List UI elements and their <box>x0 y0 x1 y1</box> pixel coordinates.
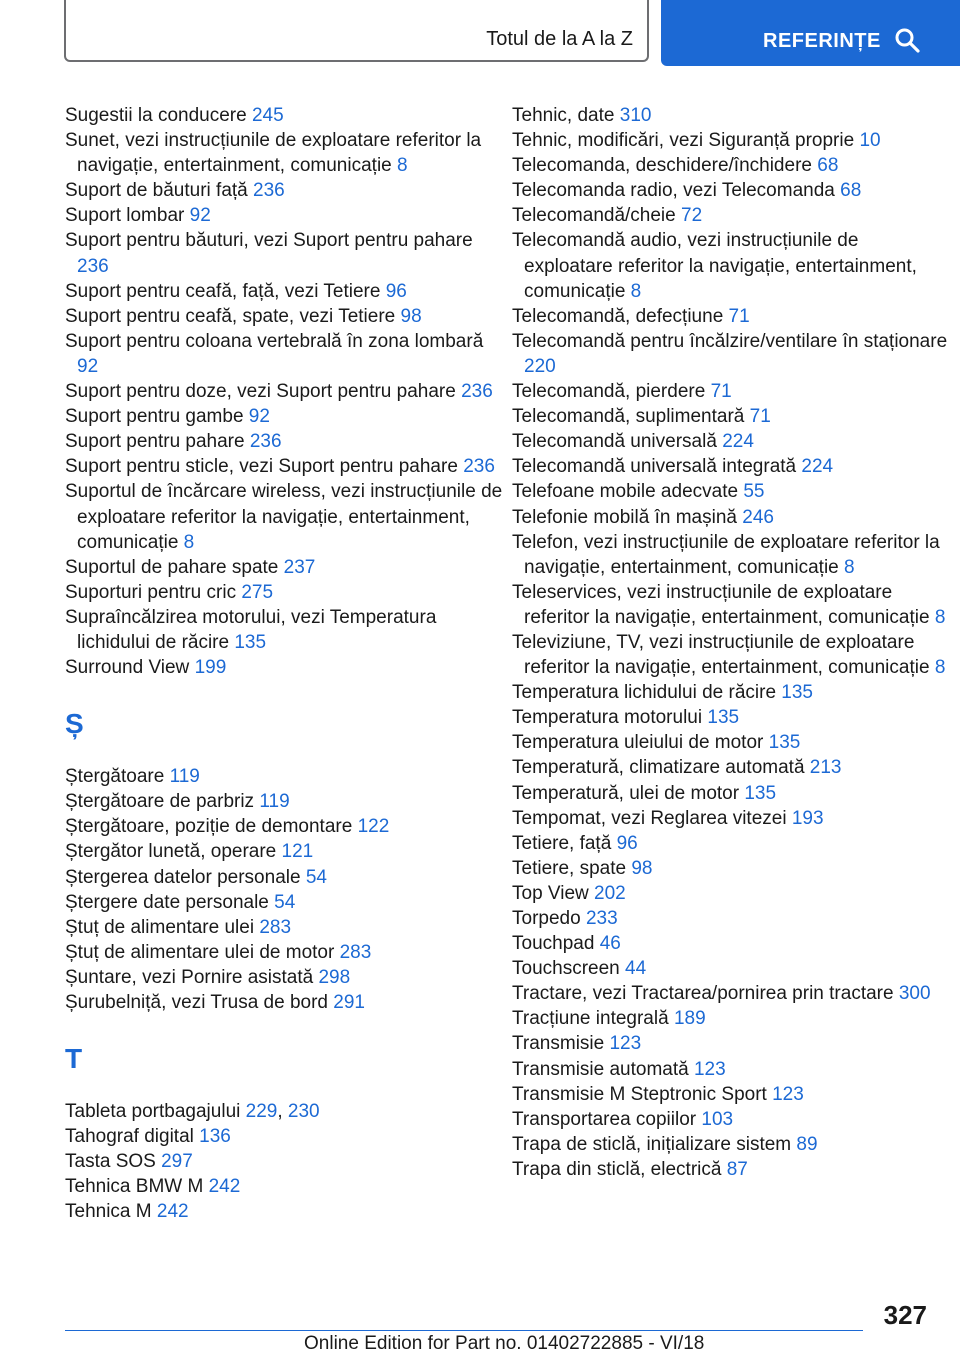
index-entry-term: Tehnic, date <box>512 105 615 126</box>
page-reference-link[interactable]: 236 <box>77 255 109 277</box>
index-entry-term: Telecomandă universală <box>512 431 717 453</box>
index-entry <box>512 530 952 580</box>
index-entry <box>512 304 952 329</box>
index-entry-term: Suport pentru ceafă, față, vezi Tetiere <box>65 280 381 302</box>
index-entry <box>512 329 952 379</box>
header-chapter-tab[interactable] <box>64 0 649 62</box>
page-reference-link[interactable]: 44 <box>625 958 647 980</box>
index-entry <box>65 605 505 655</box>
page-reference-link[interactable]: 96 <box>616 832 638 854</box>
page-reference-link[interactable]: 87 <box>726 1158 748 1180</box>
page-reference-link[interactable]: 54 <box>274 891 296 913</box>
page-reference-link[interactable]: 135 <box>707 707 740 729</box>
page-reference-link[interactable]: 121 <box>281 841 314 863</box>
index-entry-term: Sugestii la conducere <box>65 105 247 126</box>
page-reference-link[interactable]: 224 <box>801 456 834 478</box>
index-entry-term: Supraîncălzirea motorului, vezi Temperatura lichidului de răcire <box>65 606 437 653</box>
page-reference-link[interactable]: 92 <box>77 355 99 377</box>
page-reference-link[interactable]: 189 <box>673 1008 706 1030</box>
index-entry-term: Ștergător lunetă, operare <box>65 841 277 863</box>
section-title: REFERINȚE <box>763 30 881 52</box>
index-entry <box>512 881 952 906</box>
index-entry <box>65 203 505 228</box>
index-entry <box>512 1006 952 1031</box>
page-reference-link[interactable]: 10 <box>859 130 881 152</box>
page-reference-link[interactable]: 233 <box>585 908 618 929</box>
page-reference-link[interactable]: 68 <box>817 155 839 177</box>
index-entry-term: Tehnica BMW M <box>65 1176 204 1198</box>
page-reference-link[interactable]: 8 <box>844 556 855 578</box>
page-reference-link[interactable]: 283 <box>339 941 372 963</box>
page-reference-link[interactable]: 71 <box>749 406 771 428</box>
index-entry <box>65 454 505 479</box>
index-entry-term: Transportarea copiilor <box>512 1108 697 1130</box>
page-reference-link[interactable]: 213 <box>809 757 842 779</box>
index-letter-heading: T <box>65 1043 83 1075</box>
index-entry <box>65 279 505 304</box>
index-entry-term: Suport pentru coloana vertebrală în zona lombară <box>65 330 484 352</box>
page-reference-link[interactable]: 98 <box>400 305 422 327</box>
page-reference-link[interactable]: 135 <box>744 782 777 804</box>
index-entry-term: Telecomandă/cheie <box>512 205 676 227</box>
index-entry <box>65 404 505 429</box>
index-entry-term: Suport pentru ceafă, spate, vezi Tetiere <box>65 305 396 327</box>
index-entry <box>65 965 505 990</box>
index-entry <box>65 429 505 454</box>
index-entry-term: Telecomandă, pierdere <box>512 381 706 403</box>
index-entry-term: Teleservices, vezi instrucțiunile de exploatare referitor la navigație, entertainment, comunicație <box>512 581 930 628</box>
index-entry-term: Temperatură, climatizare automată <box>512 757 805 779</box>
index-entry-term: Tempomat, vezi Reglarea vitezei <box>512 807 787 829</box>
index-entry <box>512 831 952 856</box>
index-entry <box>512 755 952 780</box>
page-reference-link[interactable]: 119 <box>169 766 200 788</box>
page-reference-link[interactable]: 71 <box>710 381 732 403</box>
page-reference-link[interactable]: 135 <box>781 682 813 704</box>
page-reference-link[interactable]: 199 <box>194 657 227 679</box>
page-reference-link[interactable]: 291 <box>333 992 365 1013</box>
index-entry-term: Suport de băuturi față <box>65 180 248 202</box>
index-entry <box>512 1031 952 1056</box>
index-entry <box>512 128 952 153</box>
search-icon[interactable] <box>894 27 920 53</box>
page-reference-link[interactable]: 96 <box>385 280 407 302</box>
index-entry <box>65 228 505 278</box>
index-entry-term: Suport pentru sticle, vezi Suport pentru pahare <box>65 456 458 478</box>
index-entry-term: Telecomandă, suplimentară <box>512 406 745 428</box>
index-entry <box>65 128 505 178</box>
page-reference-link[interactable]: 92 <box>248 406 270 428</box>
index-entry-term: Telecomandă audio, vezi instrucțiunile de exploatare referitor la navigație, entertainment, comunicație <box>512 230 917 302</box>
page-reference-link[interactable]: 310 <box>619 105 652 126</box>
index-entry-term: Transmisie <box>512 1033 605 1055</box>
page-reference-link[interactable]: 229 <box>245 1101 278 1123</box>
footer-divider <box>65 1330 863 1331</box>
index-entry <box>65 655 505 680</box>
index-entry <box>512 956 952 981</box>
footer-edition: Online Edition for Part no. 01402722885 - VI/18 <box>304 1333 705 1354</box>
page-reference-link[interactable]: 237 <box>283 556 316 578</box>
index-entry <box>65 479 505 554</box>
page-reference-link[interactable]: 236 <box>461 381 493 403</box>
index-entry <box>512 680 952 705</box>
index-entry <box>65 379 505 404</box>
page-number: 327 <box>883 1300 927 1330</box>
index-entry-term: Suport pentru doze, vezi Suport pentru pahare <box>65 381 456 403</box>
index-entry-term: Temperatura lichidului de răcire <box>512 682 777 704</box>
index-entry <box>512 1057 952 1082</box>
index-entry-term: Trapa de sticlă, inițializare sistem <box>512 1133 792 1155</box>
index-entry-term: Tableta portbagajului <box>65 1101 241 1123</box>
index-entry-term: Telecomanda, deschidere/închidere <box>512 155 812 177</box>
index-entry-term: Ștergere date personale <box>65 891 269 913</box>
index-entry-term: Tetiere, spate <box>512 857 627 879</box>
page-reference-link[interactable]: 202 <box>594 882 626 904</box>
page-reference-link[interactable]: 8 <box>934 606 946 628</box>
index-entry-term: Ștergătoare, poziție de demontare <box>65 816 353 838</box>
index-entry <box>512 429 952 454</box>
index-entry <box>65 839 505 864</box>
index-entry <box>65 990 505 1015</box>
index-entry <box>512 906 952 931</box>
header-section-tab[interactable] <box>661 0 960 66</box>
index-entry-term: Telecomandă universală integrată <box>512 456 797 478</box>
page-reference-link[interactable]: 123 <box>772 1083 804 1105</box>
index-entry-term: Telecomanda radio, vezi Telecomanda <box>512 180 835 202</box>
page-reference-link[interactable]: 275 <box>241 581 274 603</box>
page-reference-link[interactable]: 236 <box>249 431 282 453</box>
index-entry-term: Surround View <box>65 657 190 679</box>
index-entry-term: Tehnic, modificări, vezi Siguranță proprie <box>512 130 855 152</box>
page-reference-link[interactable]: 123 <box>693 1058 726 1080</box>
page-reference-link[interactable]: 220 <box>524 355 556 377</box>
page-reference-link[interactable]: 242 <box>208 1176 241 1198</box>
index-entry-term: Suportul de pahare spate <box>65 556 279 578</box>
index-entry <box>65 1124 505 1149</box>
index-entry <box>512 454 952 479</box>
index-entry <box>512 856 952 881</box>
index-entry-term: Transmisie M Steptronic Sport <box>512 1083 767 1105</box>
index-entry <box>65 304 505 329</box>
index-entry <box>512 1132 952 1157</box>
index-entry <box>65 580 505 605</box>
page-reference-link[interactable]: 298 <box>318 966 351 988</box>
page-reference-link[interactable]: 46 <box>599 933 621 955</box>
index-entry <box>512 931 952 956</box>
index-entry-term: Șurubelniță, vezi Trusa de bord <box>65 992 328 1013</box>
page-reference-link[interactable]: 71 <box>728 305 750 327</box>
index-entry <box>512 981 952 1006</box>
index-entry-term: Suport pentru băuturi, vezi Suport pentru pahare <box>65 230 473 252</box>
index-entry <box>512 781 952 806</box>
index-entry-term: Tehnica M <box>65 1201 152 1223</box>
index-entry <box>65 764 505 789</box>
chapter-title: Totul de la A la Z <box>486 28 633 50</box>
page-reference-link[interactable]: 123 <box>609 1033 642 1055</box>
index-entry <box>65 814 505 839</box>
index-entry <box>512 1082 952 1107</box>
page-reference-link[interactable]: 236 <box>253 180 285 202</box>
index-entry <box>512 1107 952 1132</box>
page-reference-link[interactable]: 103 <box>701 1108 734 1130</box>
index-entry <box>65 1149 505 1174</box>
page-reference-link[interactable]: 246 <box>742 506 774 528</box>
index-entry-term: Top View <box>512 882 589 904</box>
index-entry-term: Televiziune, TV, vezi instrucțiunile de exploatare referitor la navigație, entertainment, comunicație <box>512 631 930 679</box>
index-entry <box>65 1174 505 1199</box>
index-entry-term: Transmisie automată <box>512 1058 689 1080</box>
page-reference-link[interactable]: 230 <box>287 1101 320 1123</box>
index-entry <box>512 228 952 303</box>
index-entry-term: Temperatura motorului <box>512 707 703 729</box>
page-reference-link[interactable]: 72 <box>681 205 703 227</box>
index-entry <box>65 940 505 965</box>
index-entry <box>512 203 952 228</box>
page-reference-link[interactable]: 8 <box>183 531 195 553</box>
index-entry <box>512 1157 952 1182</box>
index-entry-term: Telefonie mobilă în mașină <box>512 506 737 528</box>
index-entry <box>512 730 952 755</box>
index-entry-term: Telefoane mobile adecvate <box>512 481 739 503</box>
index-entry-term: Tractare, vezi Tractarea/pornirea prin tractare <box>512 983 894 1005</box>
index-entry-term: Suport pentru pahare <box>65 431 245 453</box>
index-column-right <box>512 103 952 1182</box>
index-entry <box>65 329 505 379</box>
page-reference-link[interactable]: 68 <box>840 180 862 202</box>
index-entry-term: Tahograf digital <box>65 1126 194 1148</box>
index-letter-heading: Ș <box>65 708 84 740</box>
page-reference-link[interactable]: 122 <box>357 816 390 838</box>
index-entry-term: Ștuț de alimentare ulei de motor <box>65 941 335 963</box>
index-entry <box>512 379 952 404</box>
index-entry-term: Suportul de încărcare wireless, vezi instrucțiunile de exploatare referitor la navigație, entertainment, comunicație <box>65 481 503 553</box>
index-entry <box>65 865 505 890</box>
index-entry <box>65 555 505 580</box>
page-reference-link[interactable]: 283 <box>259 916 292 938</box>
page-reference-link[interactable]: 136 <box>199 1126 231 1148</box>
index-entry-term: Ștergătoare de parbriz <box>65 791 255 813</box>
index-entry <box>512 806 952 831</box>
page-reference-link[interactable]: 236 <box>463 456 495 478</box>
index-entry <box>512 103 952 128</box>
index-entry <box>512 479 952 504</box>
page-reference-link[interactable]: 89 <box>796 1133 818 1155</box>
index-entry: Tableta portbagajului 229, 230 <box>65 1101 320 1123</box>
index-entry-term: Temperatură, ulei de motor <box>512 782 740 804</box>
index-entry <box>65 915 505 940</box>
page-reference-link[interactable]: 8 <box>397 155 408 177</box>
index-entry <box>512 505 952 530</box>
page-reference-link[interactable]: 242 <box>156 1201 189 1223</box>
index-entry-term: Touchpad <box>512 933 595 955</box>
page-reference-link[interactable]: 8 <box>934 657 946 679</box>
page-reference-link[interactable]: 135 <box>768 732 801 754</box>
index-entry <box>65 178 505 203</box>
index-entry-term: Tasta SOS <box>65 1151 156 1173</box>
page-reference-link[interactable]: 224 <box>722 431 754 453</box>
index-entry-term: Telefon, vezi instrucțiunile de exploatare referitor la navigație, entertainment, comunicație <box>512 531 940 578</box>
index-entry <box>65 103 505 128</box>
page-reference-link[interactable]: 54 <box>305 866 327 888</box>
page-reference-link[interactable]: 297 <box>161 1151 193 1173</box>
page-reference-link[interactable]: 119 <box>259 791 290 813</box>
index-entry-term: Tracțiune integrală <box>512 1008 669 1030</box>
page-reference-link[interactable]: 98 <box>631 857 653 879</box>
index-entry-term: Ștergătoare <box>65 766 165 788</box>
index-entry-term: Suport lombar <box>65 205 185 227</box>
index-entry <box>65 789 505 814</box>
index-entry-term: Suport pentru gambe <box>65 406 244 428</box>
index-entry-term: Suporturi pentru cric <box>65 581 237 603</box>
index-entry-term: Telecomandă pentru încălzire/ventilare în staționare <box>512 330 948 352</box>
index-entry-term: Ștuț de alimentare ulei <box>65 916 255 938</box>
index-entry-term: Touchscreen <box>512 958 620 980</box>
page-reference-link[interactable]: 8 <box>630 280 642 302</box>
index-column-left <box>65 103 505 1225</box>
index-entry <box>512 705 952 730</box>
index-entry <box>65 1199 505 1224</box>
index-entry <box>512 630 952 680</box>
page-reference-link[interactable]: 135 <box>234 631 267 653</box>
index-entry-term: Tetiere, față <box>512 832 612 854</box>
index-entry <box>512 153 952 178</box>
index-entry-term: Trapa din sticlă, electrică <box>512 1158 722 1180</box>
index-entry-term: Sunet, vezi instrucțiunile de exploatare referitor la navigație, entertainment, comunicație <box>65 130 482 177</box>
page-reference-link[interactable]: 193 <box>791 807 824 829</box>
index-entry <box>512 178 952 203</box>
page-reference-link[interactable]: 300 <box>898 983 931 1005</box>
index-entry <box>512 580 952 630</box>
page-reference-link[interactable]: 55 <box>743 481 765 503</box>
index-entry <box>512 404 952 429</box>
index-entry-term: Ștergerea datelor personale <box>65 866 301 888</box>
index-entry-term: Telecomandă, defecțiune <box>512 305 724 327</box>
page-reference-link[interactable]: 92 <box>189 205 211 227</box>
index-entry-term: Temperatura uleiului de motor <box>512 732 764 754</box>
index-entry <box>65 890 505 915</box>
index-entry-term: Șuntare, vezi Pornire asistată <box>65 966 314 988</box>
page-reference-link[interactable]: 245 <box>251 105 284 126</box>
index-entry-term: Torpedo <box>512 908 581 929</box>
